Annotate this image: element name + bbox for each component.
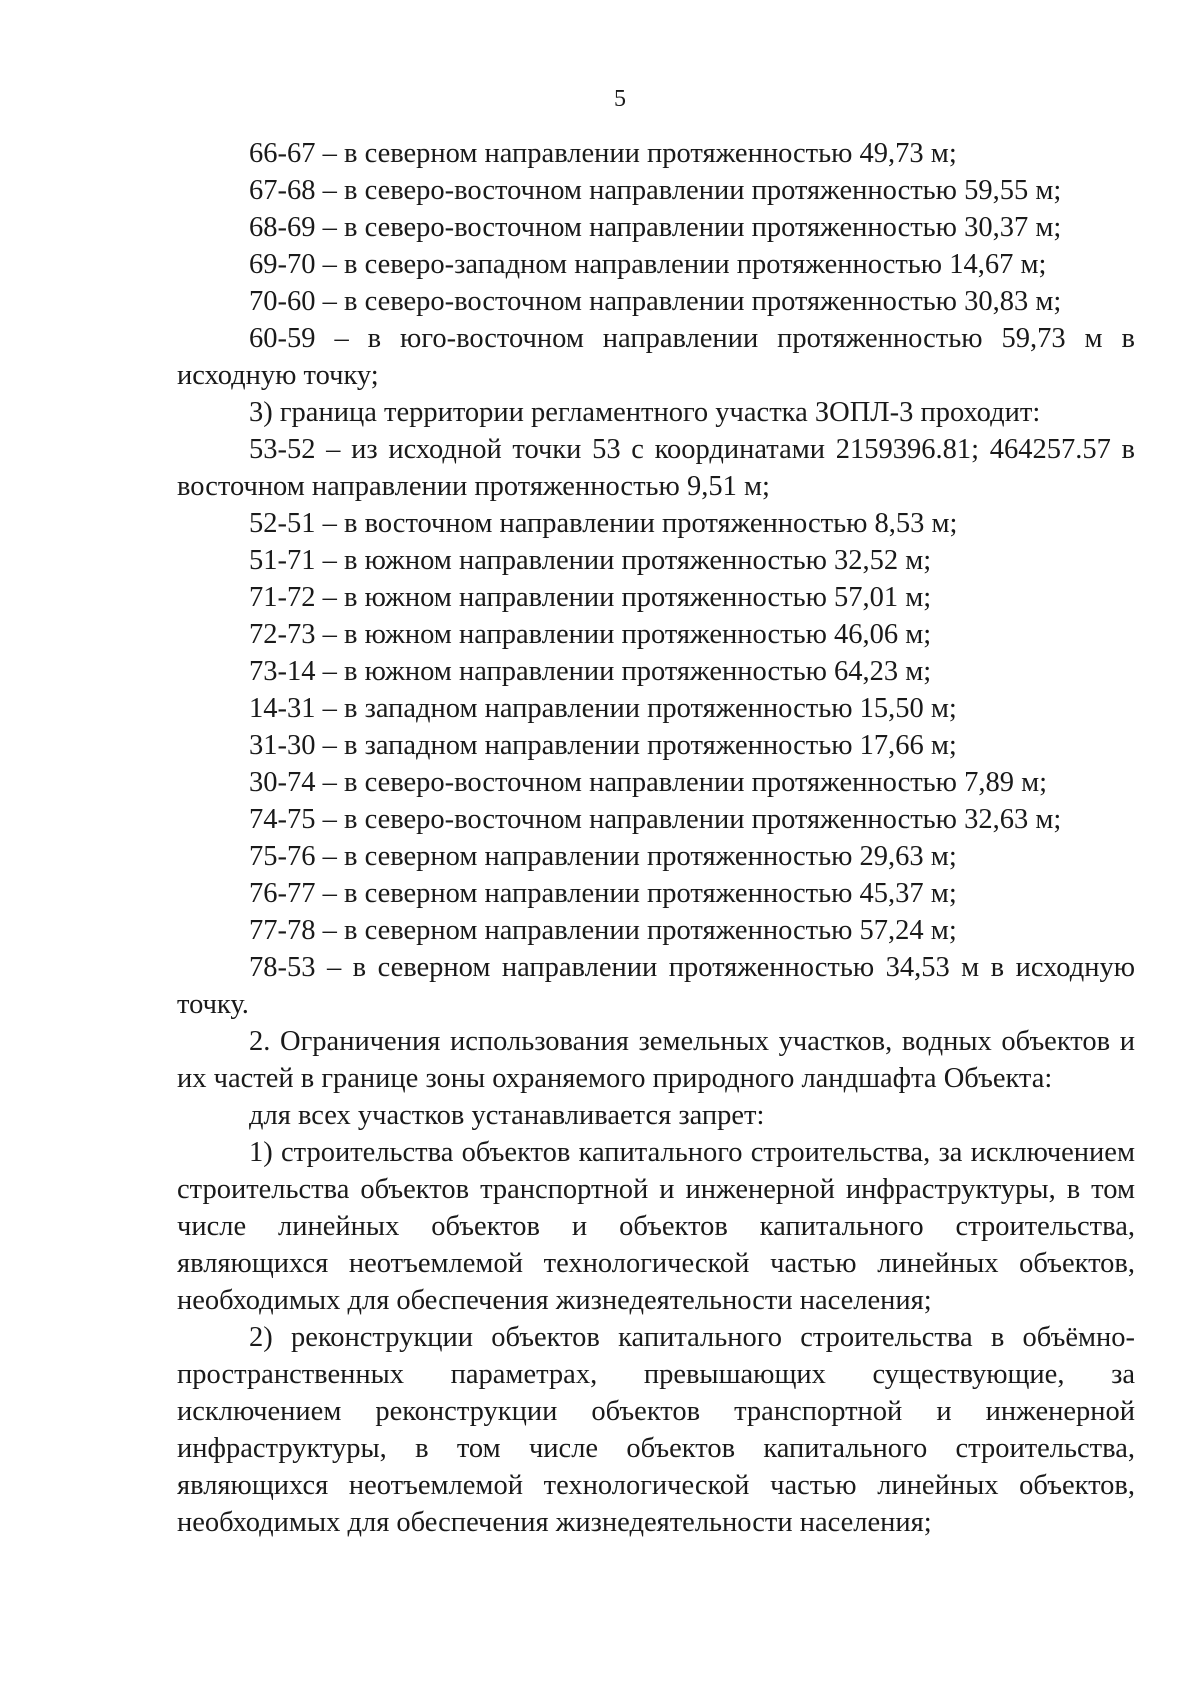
segment-70-60: 70-60 – в северо-восточном направлении протяженностью 30,83 м; (249, 286, 1062, 317)
page-number: 5 (614, 86, 626, 112)
zopl-3-heading: 3) граница территории регламентного участка ЗОПЛ-3 проходит: (249, 397, 1041, 428)
segment-75-76: 75-76 – в северном направлении протяженностью 29,63 м; (249, 841, 957, 872)
segment-71-72: 71-72 – в южном направлении протяженностью 57,01 м; (249, 582, 932, 613)
segment-73-14: 73-14 – в южном направлении протяженностью 64,23 м; (249, 656, 932, 687)
segment-51-71: 51-71 – в южном направлении протяженностью 32,52 м; (249, 545, 932, 576)
segment-30-74: 30-74 – в северо-восточном направлении протяженностью 7,89 м; (249, 767, 1048, 798)
segment-74-75: 74-75 – в северо-восточном направлении протяженностью 32,63 м; (249, 804, 1062, 835)
segment-77-78: 77-78 – в северном направлении протяженностью 57,24 м; (249, 915, 957, 946)
segment-60-59: 60-59 – в юго-восточном направлении протяженностью 59,73 м в исходную точку; (177, 323, 1135, 391)
restrictions-heading: 2. Ограничения использования земельных участков, водных объектов и их частей в границе зоны охраняемого природного ландшафта Объекта: (177, 1026, 1135, 1094)
segment-31-30: 31-30 – в западном направлении протяженностью 17,66 м; (249, 730, 957, 761)
segment-72-73: 72-73 – в южном направлении протяженностью 46,06 м; (249, 619, 932, 650)
segment-52-51: 52-51 – в восточном направлении протяженностью 8,53 м; (249, 508, 958, 539)
segment-68-69: 68-69 – в северо-восточном направлении протяженностью 30,37 м; (249, 212, 1062, 243)
segment-53-52: 53-52 – из исходной точки 53 с координатами 2159396.81; 464257.57 в восточном направлении протяженностью 9,51 м; (177, 434, 1135, 502)
restrictions-intro: для всех участков устанавливается запрет: (249, 1100, 765, 1131)
document-body (177, 135, 1135, 1541)
segment-78-53: 78-53 – в северном направлении протяженностью 34,53 м в исходную точку. (177, 952, 1135, 1020)
segment-76-77: 76-77 – в северном направлении протяженностью 45,37 м; (249, 878, 957, 909)
segment-67-68: 67-68 – в северо-восточном направлении протяженностью 59,55 м; (249, 175, 1062, 206)
segment-69-70: 69-70 – в северо-западном направлении протяженностью 14,67 м; (249, 249, 1047, 280)
restriction-item-2: 2) реконструкции объектов капитального строительства в объёмно-пространственных параметрах, превышающих существующие, за исключением реконструкции объектов транспортной и инженерной инфраструктуры, в том числе объектов капитального строительства, являющихся неотъемлемой технологической частью линейных объектов, необходимых для обеспечения жизнедеятельности населения; (177, 1322, 1135, 1538)
segment-14-31: 14-31 – в западном направлении протяженностью 15,50 м; (249, 693, 957, 724)
segment-66-67: 66-67 – в северном направлении протяженностью 49,73 м; (249, 138, 957, 169)
restriction-item-1: 1) строительства объектов капитального строительства, за исключением строительства объектов транспортной и инженерной инфраструктуры, в том числе линейных объектов и объектов капитального строительства, являющихся неотъемлемой технологической частью линейных объектов, необходимых для обеспечения жизнедеятельности населения; (177, 1137, 1135, 1316)
